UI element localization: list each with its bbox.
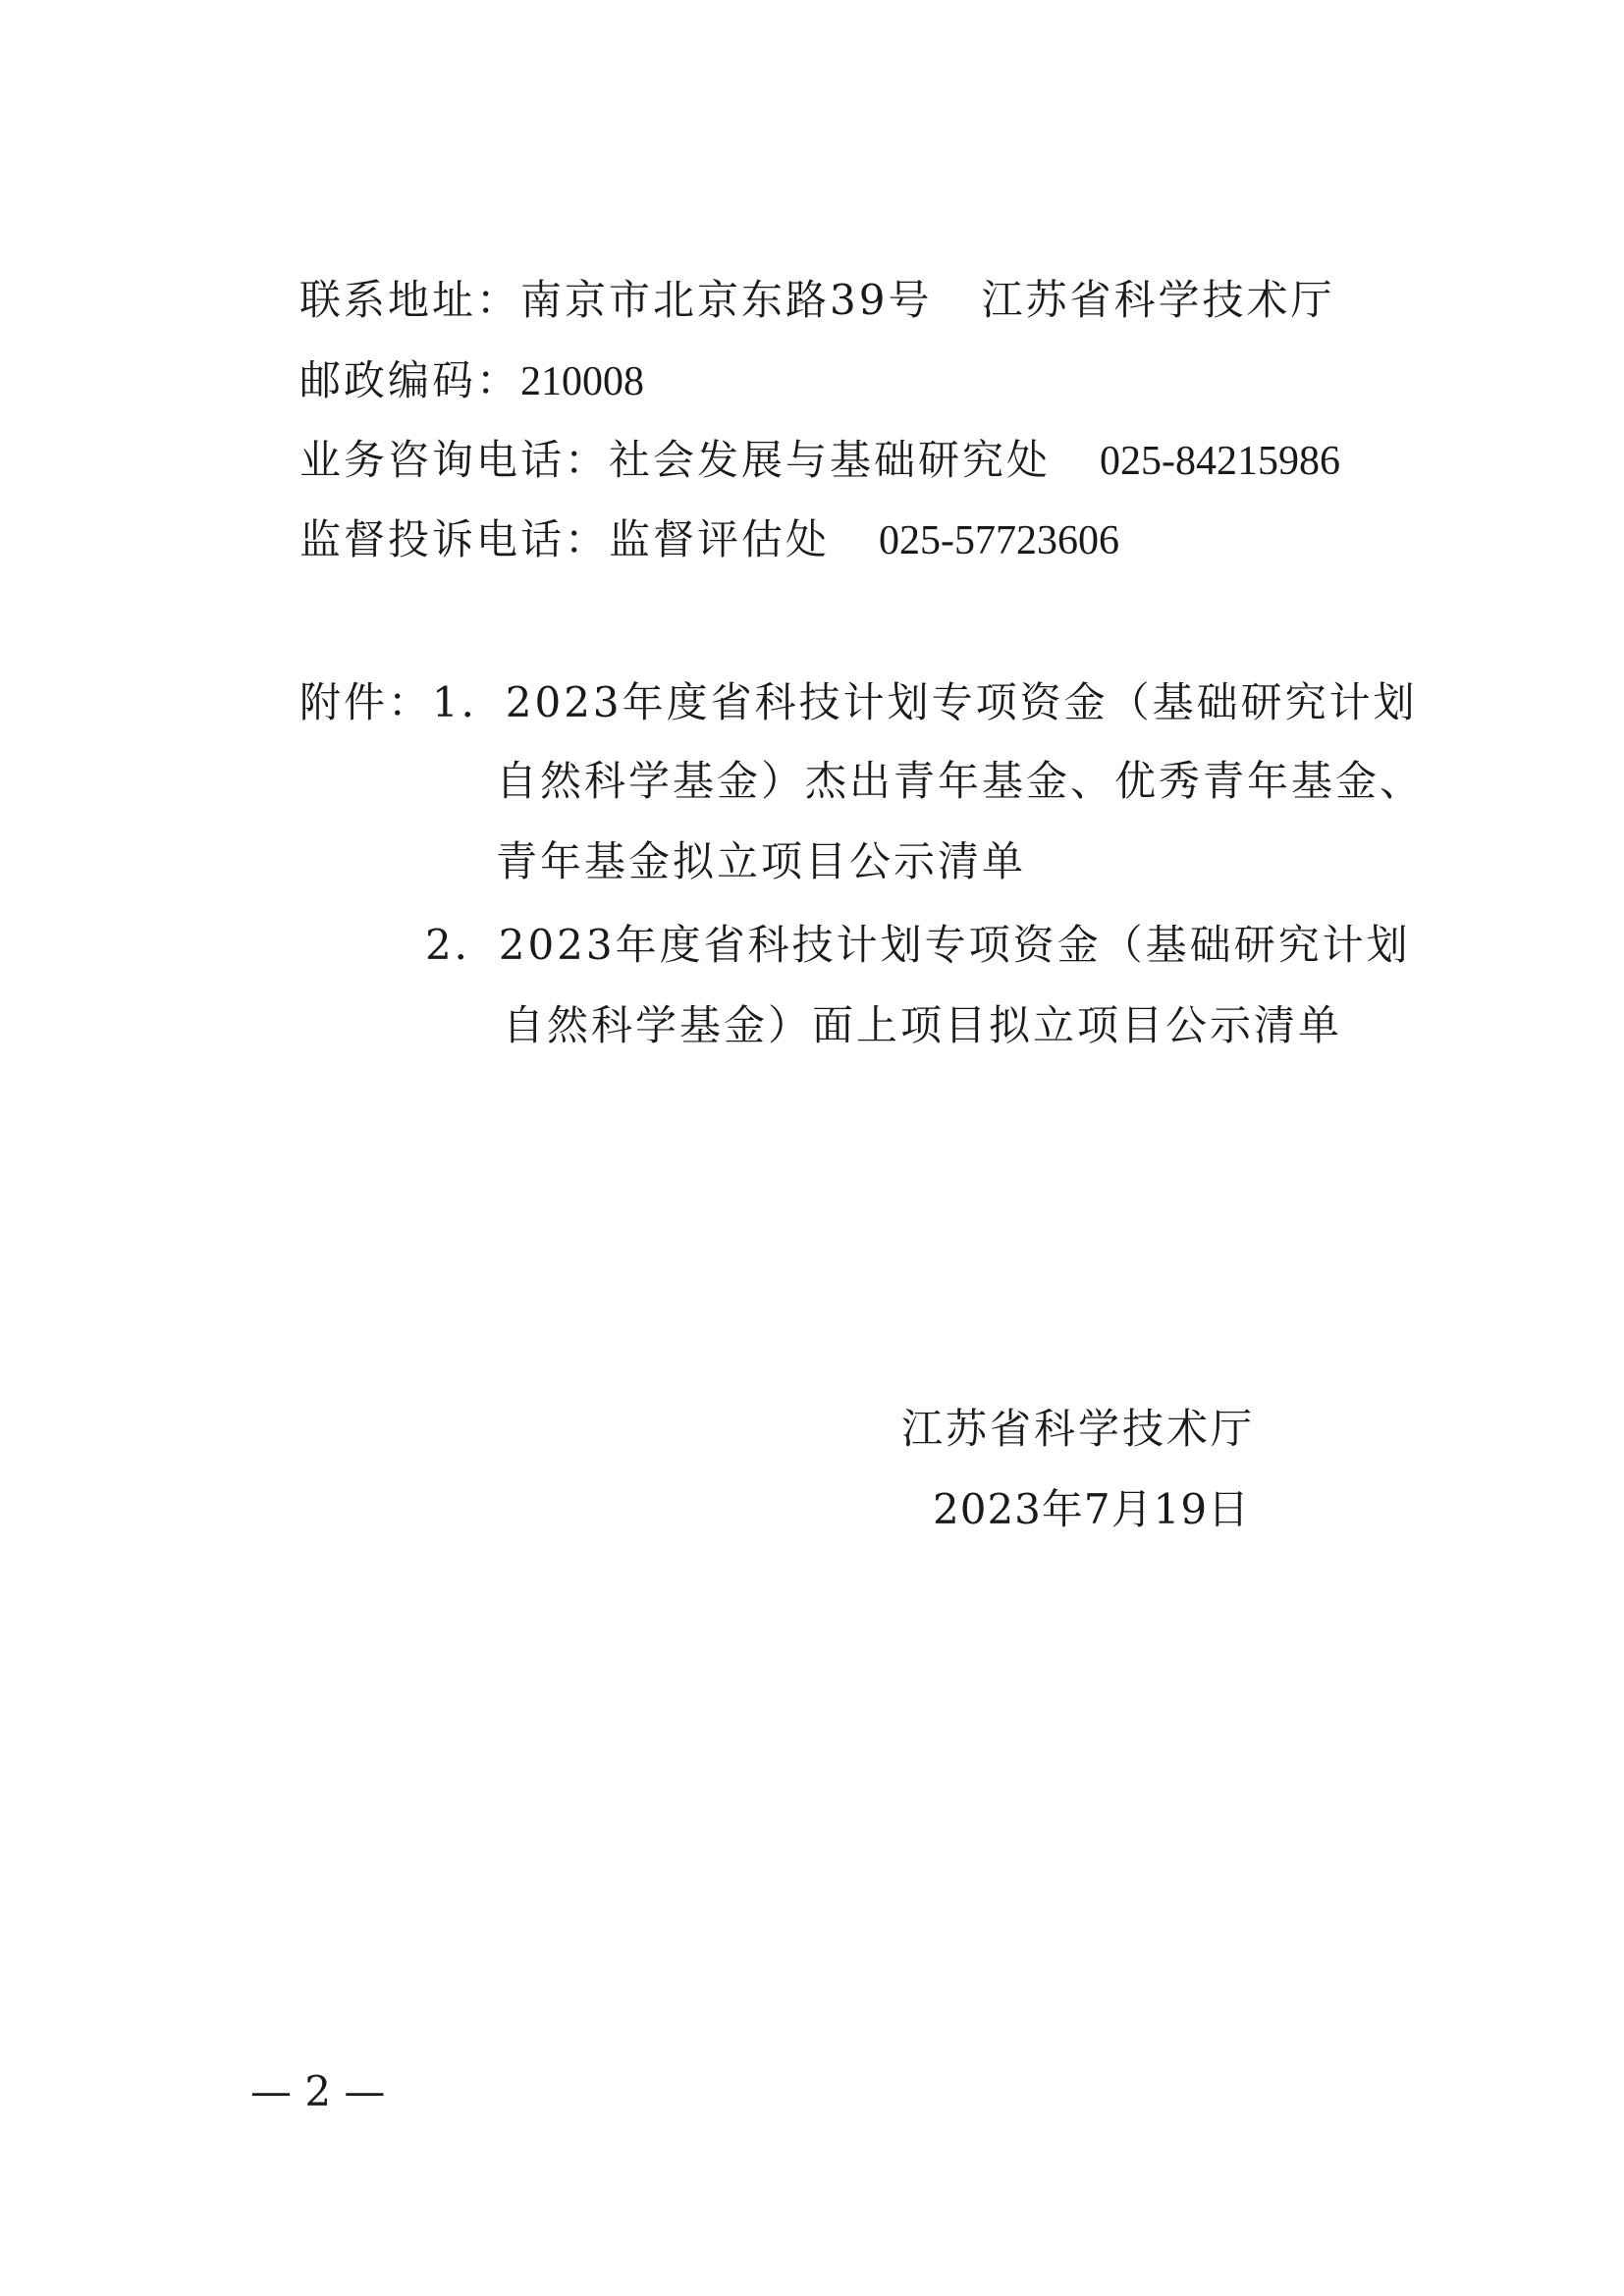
postcode-label: 邮政编码： <box>299 356 521 404</box>
attachment-2-text: 2023年度省科技计划专项资金（基础研究计划 <box>498 921 1411 969</box>
contact-postcode-line <box>299 353 644 409</box>
attachment-2-line-1 <box>425 918 1411 973</box>
attachment-2-number: 2． <box>425 921 499 969</box>
complaint-label: 监督投诉电话： <box>299 515 610 563</box>
contact-consult-line <box>299 433 1340 489</box>
attachments-label: 附件： <box>299 678 433 726</box>
address-label: 联系地址： <box>299 276 521 324</box>
attachment-1-line-1 <box>299 675 1418 730</box>
attachment-1-text: 2023年度省科技计划专项资金（基础研究计划 <box>505 678 1418 726</box>
consult-dept: 社会发展与基础研究处 <box>609 436 1052 484</box>
address-org: 江苏省科学技术厅 <box>981 276 1335 324</box>
attachment-1-line-2: 自然科学基金）杰出青年基金、优秀青年基金、 <box>496 757 1425 805</box>
address-value: 南京市北京东路39号 <box>520 276 933 324</box>
complaint-dept: 监督评估处 <box>609 515 831 563</box>
consult-label: 业务咨询电话： <box>299 436 610 484</box>
attachment-1-number: 1． <box>432 678 506 726</box>
contact-address-line <box>299 273 1334 328</box>
attachment-1-line-3: 青年基金拟立项目公示清单 <box>496 837 1027 885</box>
signature-date: 2023年7月19日 <box>933 1485 1251 1533</box>
attachment-2-line-2: 自然科学基金）面上项目拟立项目公示清单 <box>503 1001 1343 1049</box>
contact-complaint-line <box>299 512 1119 568</box>
consult-phone: 025-84215986 <box>1100 439 1341 484</box>
signature-org: 江苏省科学技术厅 <box>901 1405 1256 1453</box>
postcode-value: 210008 <box>520 359 645 404</box>
complaint-phone: 025-57723606 <box>879 518 1120 563</box>
page-number: — 2 — <box>250 2067 386 2115</box>
